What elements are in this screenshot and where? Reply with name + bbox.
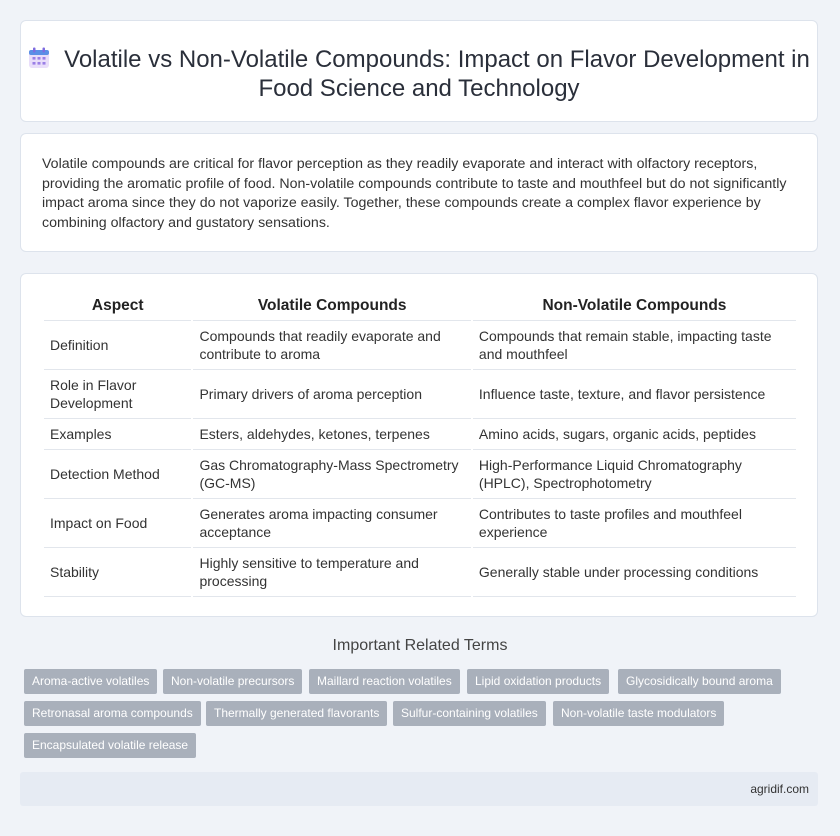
header-non-volatile: Non-Volatile Compounds (473, 292, 796, 321)
related-term-tag[interactable]: Non-volatile taste modulators (553, 701, 724, 726)
related-term-tag[interactable]: Encapsulated volatile release (24, 733, 196, 758)
related-term-tag[interactable]: Maillard reaction volatiles (309, 669, 460, 694)
table-cell: Gas Chromatography-Mass Spectrometry (GC-MS) (193, 450, 470, 499)
related-term-tag[interactable]: Retronasal aroma compounds (24, 701, 201, 726)
related-terms-title: Important Related Terms (332, 637, 508, 654)
table-cell: Impact on Food (44, 499, 191, 548)
table-row (44, 450, 796, 499)
related-term-tag[interactable]: Thermally generated flavorants (206, 701, 387, 726)
footer-site-link[interactable]: agridif.com (750, 782, 809, 796)
intro-paragraph: Volatile compounds are critical for flavor perception as they readily evaporate and interact with olfactory receptors, providing the aromatic profile of food. Non-volatile compounds contribute to taste and mouthfeel but do not significantly impact aroma since they do not vaporize easily. Together, these compounds create a complex flavor experience by combining olfactory and gustatory sensations. (42, 156, 787, 231)
table-row (44, 321, 796, 370)
table-cell: Compounds that readily evaporate and contribute to aroma (193, 321, 470, 370)
table-cell: Examples (44, 419, 191, 450)
table-cell: Detection Method (44, 450, 191, 499)
table-cell: Amino acids, sugars, organic acids, peptides (473, 419, 796, 450)
related-term-tag[interactable]: Aroma-active volatiles (24, 669, 157, 694)
related-term-tag[interactable]: Sulfur-containing volatiles (393, 701, 546, 726)
table-cell: Esters, aldehydes, ketones, terpenes (193, 419, 470, 450)
related-term-tag[interactable]: Lipid oxidation products (467, 669, 609, 694)
table-row (44, 548, 796, 597)
header-volatile: Volatile Compounds (193, 292, 470, 321)
table-cell: High-Performance Liquid Chromatography (HPLC), Spectrophotometry (473, 450, 796, 499)
table-cell: Stability (44, 548, 191, 597)
table-cell: Definition (44, 321, 191, 370)
comparison-table (42, 292, 798, 597)
table-cell: Contributes to taste profiles and mouthfeel experience (473, 499, 796, 548)
table-cell: Generally stable under processing conditions (473, 548, 796, 597)
table-cell: Compounds that remain stable, impacting taste and mouthfeel (473, 321, 796, 370)
table-row (44, 499, 796, 548)
related-term-tag[interactable]: Glycosidically bound aroma (618, 669, 781, 694)
table-row (44, 370, 796, 419)
table-row (44, 419, 796, 450)
intro-card (20, 133, 818, 252)
calendar-icon (28, 47, 50, 69)
table-cell: Generates aroma impacting consumer acceptance (193, 499, 470, 548)
page-title-text: Volatile vs Non-Volatile Compounds: Impact on Flavor Development in Food Science and Technology (64, 46, 810, 102)
header-aspect: Aspect (44, 292, 191, 321)
comparison-table-card (20, 273, 818, 617)
table-cell: Influence taste, texture, and flavor persistence (473, 370, 796, 419)
table-cell: Primary drivers of aroma perception (193, 370, 470, 419)
table-cell: Highly sensitive to temperature and processing (193, 548, 470, 597)
page-title (21, 45, 817, 103)
related-term-tag[interactable]: Non-volatile precursors (163, 669, 302, 694)
title-card (20, 20, 818, 122)
table-header-row (44, 292, 796, 321)
footer (20, 772, 818, 806)
table-cell: Role in Flavor Development (44, 370, 191, 419)
